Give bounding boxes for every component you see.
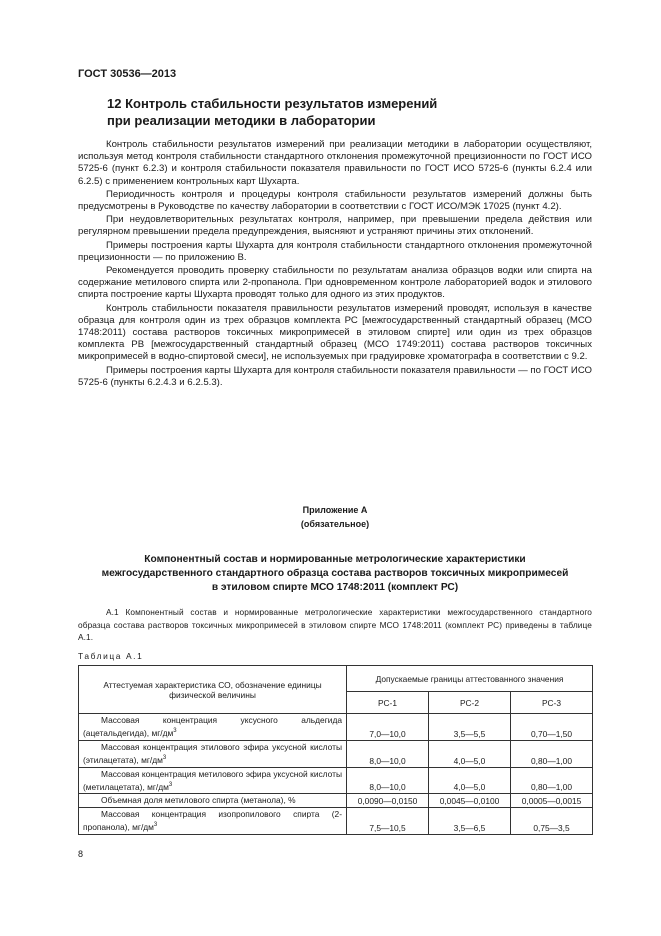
row-value-rc2: 4,0—5,0 [429, 767, 511, 794]
header-line-1: Аттестуемая характеристика СО, обозначение единицы [103, 679, 322, 690]
row-characteristic [79, 808, 347, 835]
row-value-rc2: 3,5—5,5 [429, 714, 511, 741]
paragraph: При неудовлетворительных результатах контроля, например, при превышении предела действия или регулярном превышении предела предупреждения, выясняют и устраняют причины этих отклонений. [78, 214, 592, 238]
document-header: ГОСТ 30536—2013 [78, 68, 177, 80]
paragraph: Периодичность контроля и процедуры контроля стабильности результатов измерений должны быть предусмотрены в Руководстве по качеству лаборатории в соответствии с ГОСТ ИСО/МЭК 17025 (пункт 4.2). [78, 188, 592, 213]
row-name: Массовая концентрация уксусного альдегида (ацетальдегида), мг/дм [83, 715, 342, 738]
row-value-rc3: 0,75—3,5 [511, 808, 593, 835]
table-row [79, 794, 593, 808]
table-caption: Таблица А.1 [78, 651, 144, 661]
row-characteristic [79, 740, 347, 767]
row-characteristic [79, 794, 347, 808]
table-header-rc2: РС-2 [429, 692, 511, 714]
table-header-rc1: РС-1 [347, 692, 429, 714]
section-title-line-1: 12 Контроль стабильности результатов измерений [107, 96, 438, 111]
paragraph: Примеры построения карты Шухарта для контроля стабильности стандартного отклонения промежуточной прецизионности — по приложению В. [78, 239, 592, 263]
header-line-2: физической величины [169, 689, 256, 700]
row-value-rc3: 0,0005—0,0015 [511, 794, 593, 808]
table-header-rc3: РС-3 [511, 692, 593, 714]
row-unit-sup: 3 [153, 822, 158, 829]
section-title [107, 95, 587, 129]
row-value-rc1: 8,0—10,0 [347, 767, 429, 794]
paragraph: Рекомендуется проводить проверку стабильности по результатам анализа образцов водки или спирта на содержание метилового спирта или 2-пропанола. При одновременном контроле лабораторией водок и этилового спирта построение карты Шухарта проводят только для одного из этих продуктов. [78, 265, 592, 301]
row-value-rc3: 0,80—1,00 [511, 767, 593, 794]
table-header-characteristic [79, 666, 347, 714]
appendix-heading-line-2: межгосударственного стандартного образца состава растворов токсичных микропримесей [101, 568, 569, 579]
row-value-rc2: 0,0045—0,0100 [429, 794, 511, 808]
paragraph: Контроль стабильности показателя правильности результатов измерений проводят, используя в качестве образца для контроля один из трех образцов комплекта РС [межгосударственный стандартный образец (МСО 1748:2011) состава растворов токсичных микропримесей в этиловом спирте] или один из трех образцов комплекта РВ [межгосударственный стандартный образец (МСО 1749:2011) состава растворов токсичных микропримесей в водно-спиртовой смеси], не используемых при градуировке хроматографа в соответствии с 9.2. [78, 302, 592, 363]
section-title-line-2: при реализации методики в лаборатории [107, 113, 376, 128]
table-row [79, 808, 593, 835]
appendix-status: (обязательное) [300, 519, 370, 529]
row-name: Массовая концентрация метилового эфира уксусной кислоты (метилацетата), мг/дм [83, 768, 342, 792]
appendix-intro-text: А.1 Компонентный состав и нормированные метрологические характеристики межгосударственного стандартного образца состава растворов токсичных микропримесей в этиловом спирте МСО 1748:2011 (комплект РС) приведены в таблице А.1. [78, 607, 592, 642]
table-header-group: Допускаемые границы аттестованного значения [347, 666, 593, 692]
table-row [79, 740, 593, 767]
row-characteristic [79, 714, 347, 741]
table-a1 [78, 665, 593, 835]
appendix-heading [78, 553, 592, 595]
row-value-rc3: 0,70—1,50 [511, 714, 593, 741]
appendix-heading-line-3: в этиловом спирте МСО 1748:2011 (комплект РС) [211, 582, 459, 593]
row-value-rc1: 0,0090—0,0150 [347, 794, 429, 808]
appendix-intro [78, 606, 592, 644]
row-unit-sup: 3 [168, 781, 173, 788]
row-unit-sup: 3 [173, 728, 177, 734]
table-row [79, 714, 593, 741]
table-row [79, 767, 593, 794]
section-body [78, 139, 592, 390]
row-value-rc2: 3,5—6,5 [429, 808, 511, 835]
page-number: 8 [78, 849, 84, 859]
row-value-rc3: 0,80—1,00 [511, 740, 593, 767]
row-value-rc1: 7,5—10,5 [347, 808, 429, 835]
row-value-rc1: 8,0—10,0 [347, 740, 429, 767]
row-name: Массовая концентрация этилового эфира уксусной кислоты (этилацетата), мг/дм [83, 741, 342, 765]
row-name: Объемная доля метилового спирта (метанола), % [101, 795, 296, 806]
row-value-rc1: 7,0—10,0 [347, 714, 429, 741]
appendix-label: Приложение А [302, 505, 368, 515]
paragraph: Контроль стабильности результатов измерений при реализации методики в лаборатории осуществляют, используя метод контроля стабильности стандартного отклонения промежуточной прецизионности по ГОСТ ИСО 5725-6 (пункт 6.2.3) и контроля стабильности показателя правильности по ГОСТ ИСО 5725-6 (пункты 6.2.4 или 6.2.5) с применением контрольных карт Шухарта. [78, 139, 592, 187]
paragraph: Примеры построения карты Шухарта для контроля стабильности показателя правильности — по ГОСТ ИСО 5725-6 (пункты 6.2.4.3 и 6.2.5.3). [78, 364, 592, 388]
row-characteristic [79, 767, 347, 794]
row-unit-sup: 3 [162, 754, 167, 761]
appendix-heading-line-1: Компонентный состав и нормированные метрологические характеристики [144, 554, 526, 565]
row-value-rc2: 4,0—5,0 [429, 740, 511, 767]
row-name: Массовая концентрация изопропилового спирта (2-пропанола), мг/дм [83, 809, 342, 833]
